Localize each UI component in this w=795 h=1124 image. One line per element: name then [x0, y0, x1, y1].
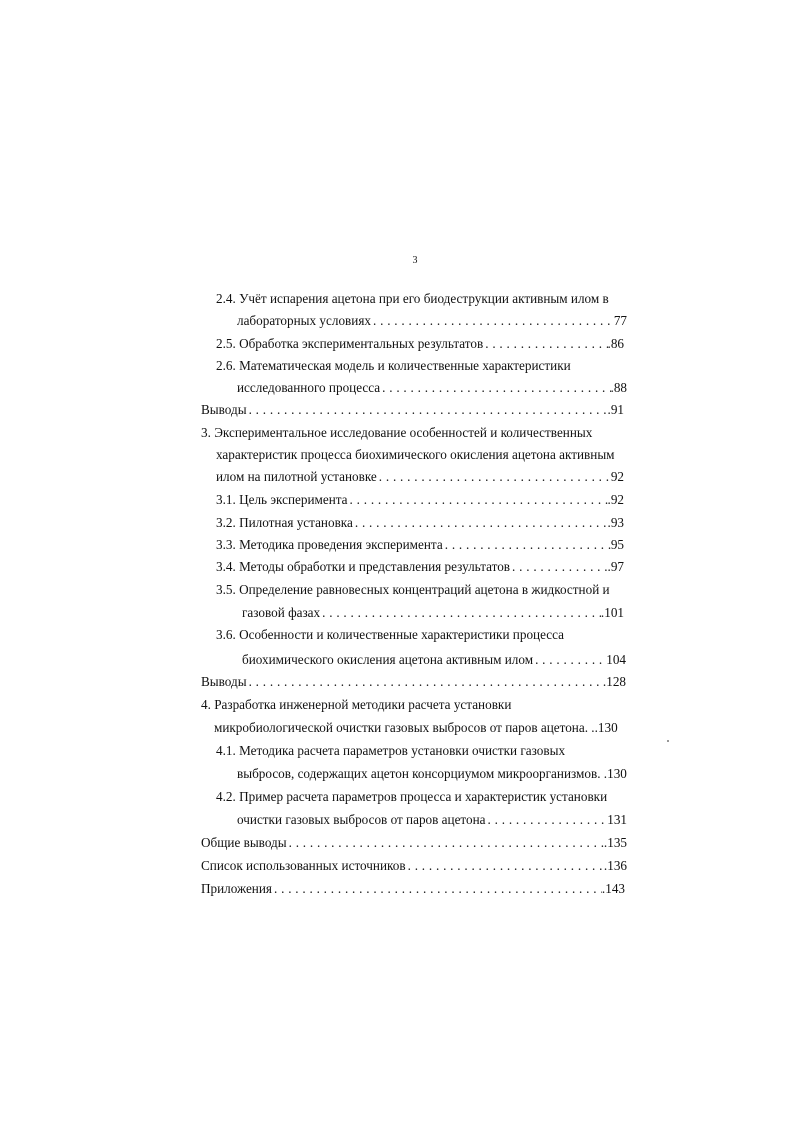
toc-entry[interactable]	[201, 879, 625, 899]
dot-leader	[408, 856, 604, 876]
toc-entry[interactable]	[216, 289, 616, 309]
toc-entry-page: .97	[607, 559, 624, 574]
dot-leader	[488, 810, 608, 830]
dot-leader	[373, 311, 614, 331]
toc-entry-title: 2.5. Обработка экспериментальных результатов	[216, 336, 484, 351]
dot-leader	[249, 672, 603, 692]
toc-entry[interactable]	[237, 378, 627, 398]
page-number: 3	[412, 255, 418, 266]
toc-entry[interactable]	[216, 787, 636, 807]
dot-leader	[274, 879, 602, 899]
toc-entry[interactable]	[214, 718, 634, 738]
toc-entry-page: .93	[607, 515, 624, 530]
toc-entry-title: 3. Экспериментальное исследование особенностей и количественных	[201, 425, 593, 440]
dot-leader	[485, 334, 607, 354]
toc-entry-page: 95	[610, 537, 624, 552]
toc-entry-title: характеристик процесса биохимического окисления ацетона активным	[216, 447, 615, 462]
toc-entry-page: 104	[606, 652, 626, 667]
toc-entry-title: 3.4. Методы обработки и представления результатов	[216, 559, 511, 574]
toc-entry[interactable]	[201, 672, 626, 692]
toc-entry-title: 4. Разработка инженерной методики расчета установки	[201, 697, 512, 712]
toc-entry-title: лабораторных условиях	[237, 313, 371, 328]
toc-entry[interactable]	[201, 400, 624, 420]
toc-entry[interactable]	[201, 695, 621, 715]
dot-leader	[535, 650, 606, 670]
toc-entry[interactable]	[242, 650, 626, 670]
toc-entry[interactable]	[216, 580, 626, 600]
toc-entry[interactable]	[216, 741, 626, 761]
toc-entry-title: газовой фазах	[242, 605, 321, 620]
toc-entry-title: 3.5. Определение равновесных концентраций ацетона в жидкостной и	[216, 582, 610, 597]
toc-entry-title: Общие выводы	[201, 835, 287, 850]
toc-entry-title: Приложения	[201, 881, 272, 896]
toc-entry[interactable]	[216, 490, 624, 510]
toc-entry[interactable]	[216, 445, 626, 465]
toc-entry[interactable]	[242, 603, 624, 623]
toc-entry-page: .91	[607, 402, 624, 417]
toc-entry-title: выбросов, содержащих ацетон консорциумом микроорганизмов. .	[237, 766, 608, 781]
dot-leader	[322, 603, 601, 623]
toc-entry[interactable]	[201, 856, 627, 876]
dot-leader	[289, 833, 604, 853]
toc-entry[interactable]	[237, 810, 627, 830]
dot-leader	[379, 467, 611, 487]
toc-entry[interactable]	[216, 535, 624, 555]
toc-entry[interactable]	[237, 764, 637, 784]
toc-entry[interactable]	[216, 356, 616, 376]
toc-entry[interactable]	[201, 833, 627, 853]
toc-entry-page: .101	[600, 605, 624, 620]
toc-entry-title: Список использованных источников	[201, 858, 406, 873]
toc-entry-title: 3.2. Пилотная установка	[216, 515, 353, 530]
toc-entry[interactable]	[216, 513, 624, 533]
toc-entry[interactable]	[237, 311, 627, 331]
toc-entry-title: очистки газовых выбросов от паров ацетона	[237, 812, 486, 827]
toc-entry-page: 131	[607, 812, 627, 827]
toc-entry-title: 4.2. Пример расчета параметров процесса и характеристик установки	[216, 789, 608, 804]
dot-leader	[445, 535, 611, 555]
dot-leader	[249, 400, 608, 420]
toc-entry-page: .92	[607, 492, 624, 507]
toc-entry-page: .143	[601, 881, 625, 896]
toc-entry-page: .86	[607, 336, 624, 351]
toc-entry-title: Выводы	[201, 402, 247, 417]
dot-leader	[382, 378, 610, 398]
toc-entry-title: 2.6. Математическая модель и количественные характеристики	[216, 358, 571, 373]
dot-leader	[350, 490, 608, 510]
toc-entry-title: Выводы	[201, 674, 247, 689]
scan-speck	[667, 740, 669, 742]
toc-entry-title: исследованного процесса	[237, 380, 381, 395]
toc-entry-page: .130	[594, 720, 618, 735]
toc-entry-page: 77	[613, 313, 627, 328]
toc-entry[interactable]	[216, 557, 624, 577]
toc-entry[interactable]	[216, 334, 624, 354]
toc-entry-title: 3.1. Цель эксперимента	[216, 492, 348, 507]
toc-entry-page: .88	[610, 380, 627, 395]
toc-entry-title: микробиологической очистки газовых выбросов от паров ацетона. .	[214, 720, 595, 735]
toc-entry-title: биохимического окисления ацетона активным илом	[242, 652, 534, 667]
toc-entry[interactable]	[216, 625, 616, 645]
toc-entry-page: .136	[603, 858, 627, 873]
toc-entry-title: 3.3. Методика проведения эксперимента	[216, 537, 443, 552]
dot-leader	[512, 557, 607, 577]
toc-entry[interactable]	[216, 467, 624, 487]
toc-entry-title: 3.6. Особенности и количественные характеристики процесса	[216, 627, 565, 642]
toc-entry[interactable]	[201, 423, 621, 443]
toc-entry-title: 4.1. Методика расчета параметров установки очистки газовых	[216, 743, 566, 758]
toc-entry-page: 92	[610, 469, 624, 484]
toc-entry-title: илом на пилотной установке	[216, 469, 377, 484]
toc-entry-title: 2.4. Учёт испарения ацетона при его биодеструкции активным илом в	[216, 291, 609, 306]
toc-entry-page: .135	[603, 835, 627, 850]
toc-entry-page: .128	[602, 674, 626, 689]
dot-leader	[355, 513, 608, 533]
toc-entry-page: 130	[607, 766, 627, 781]
